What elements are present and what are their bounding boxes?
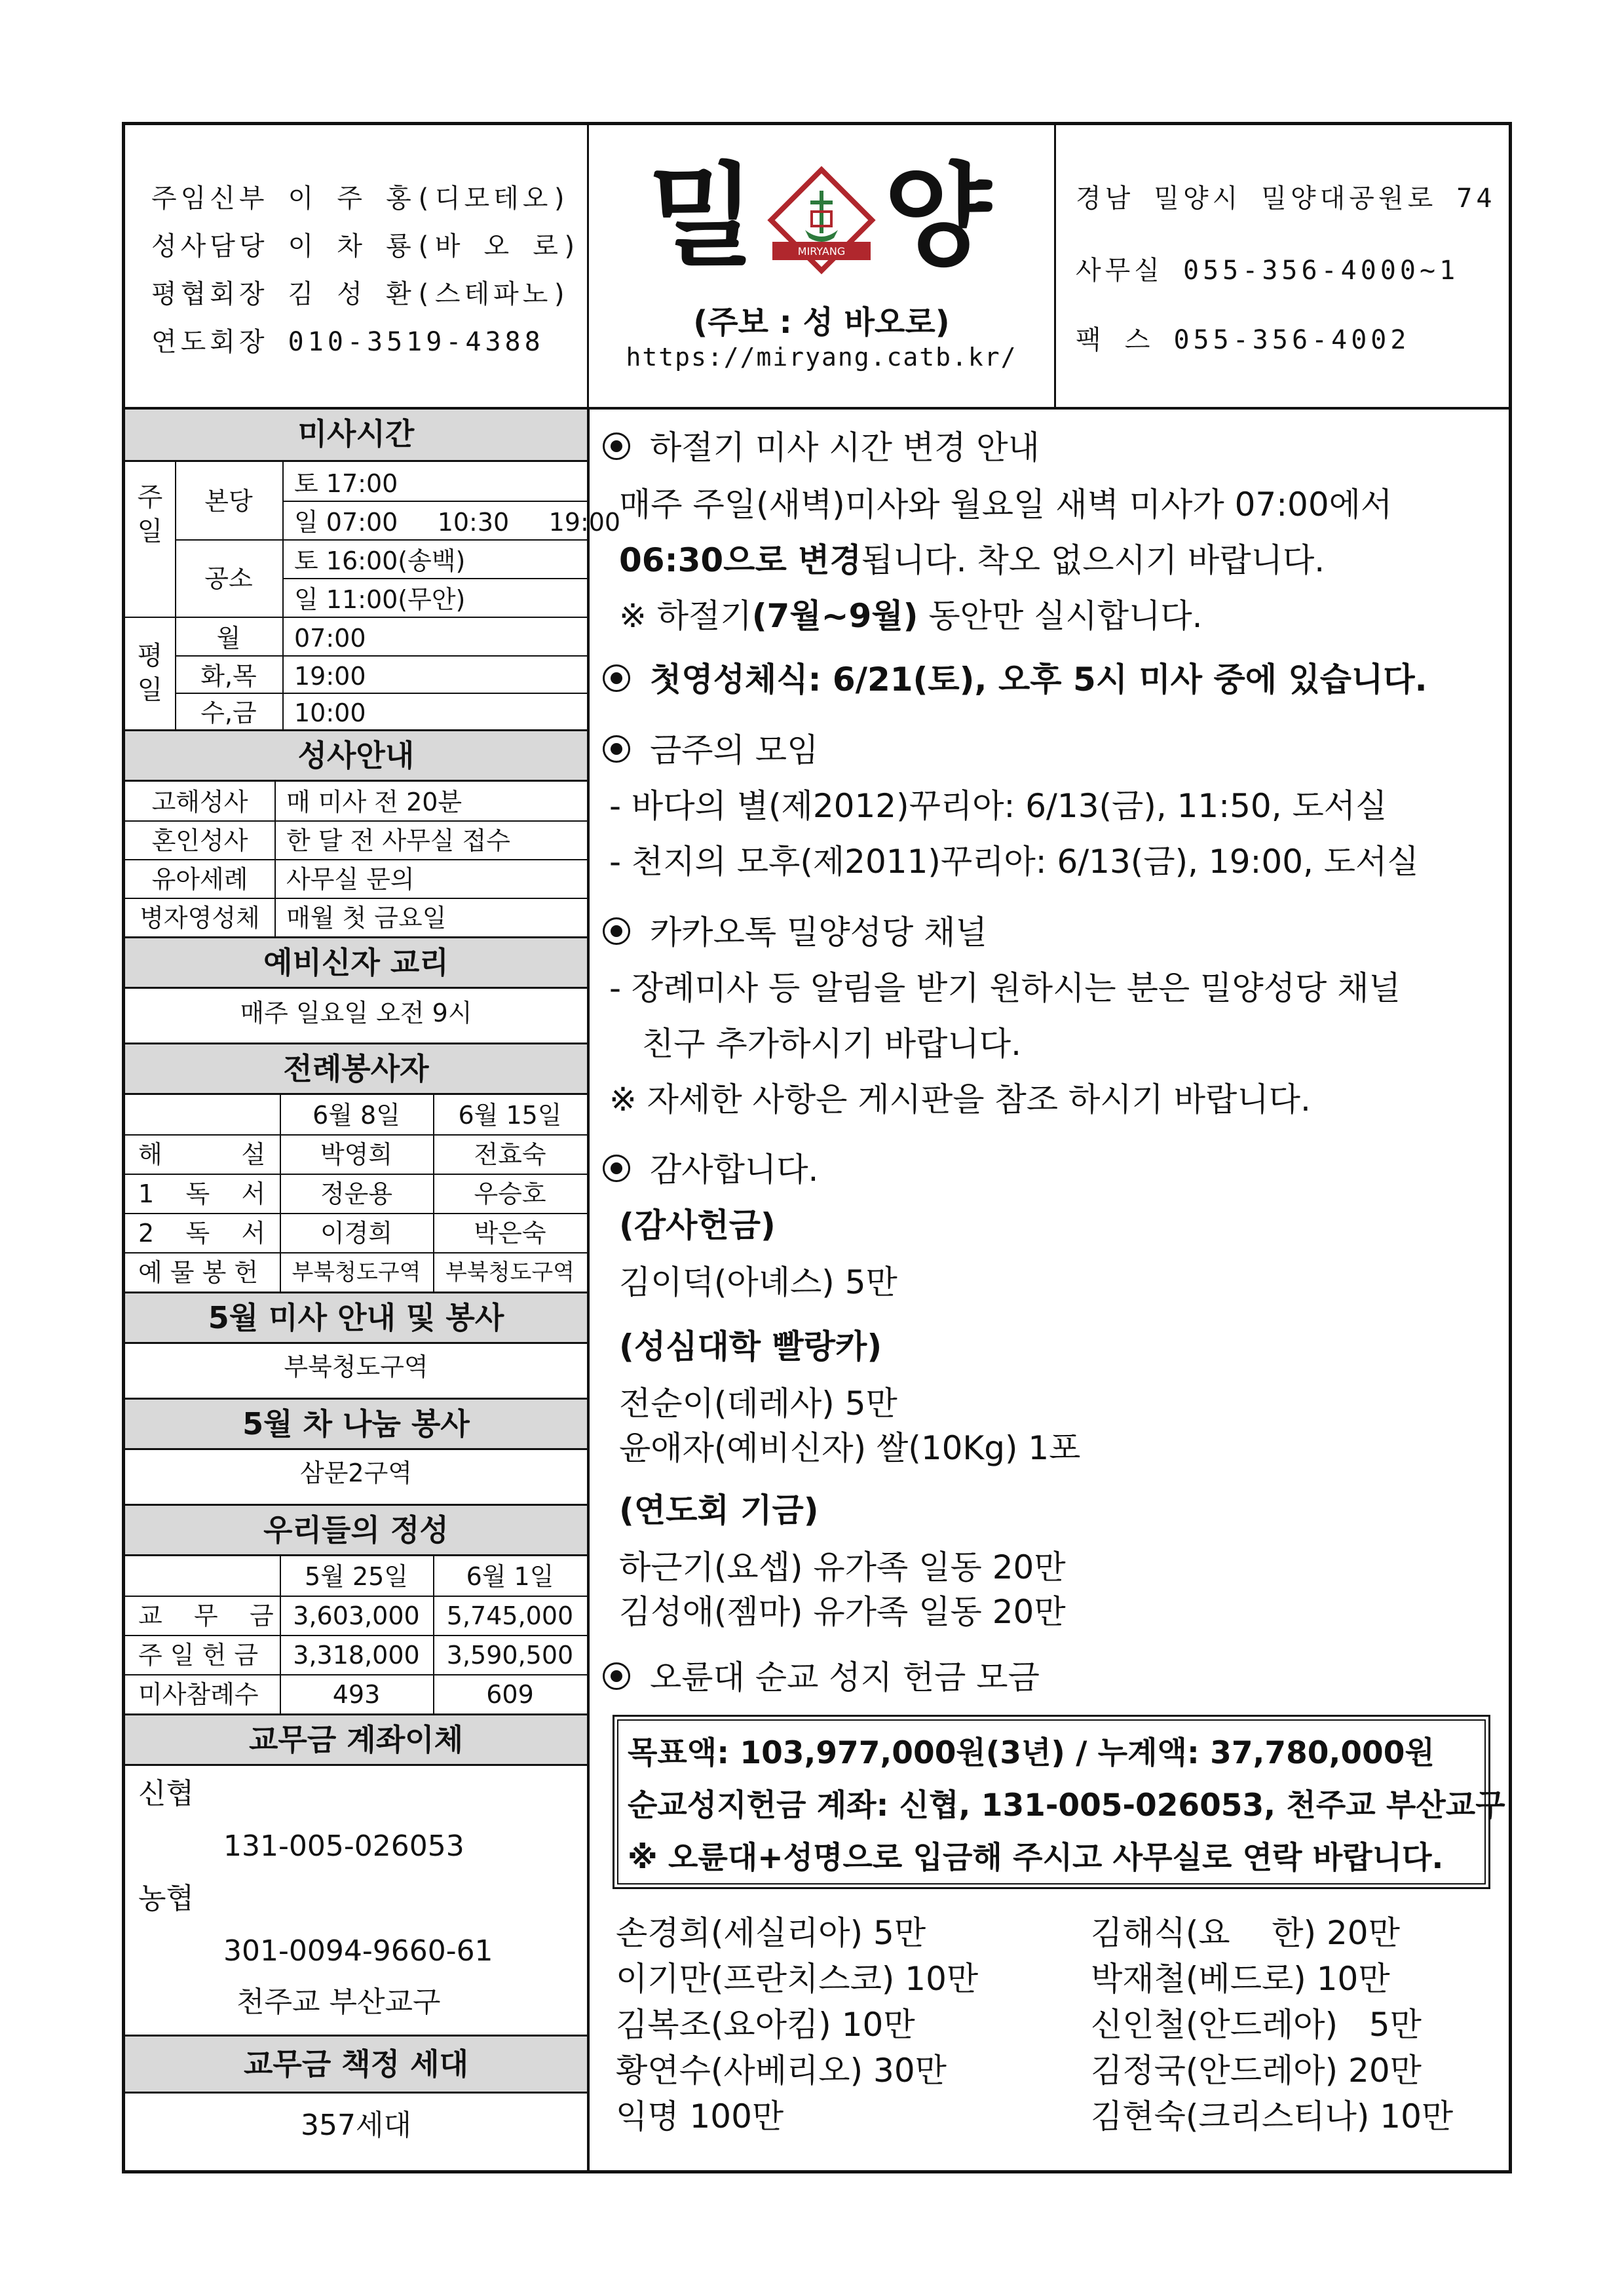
donor-entry: 신인철(안드레아) 5만 (1091, 2006, 1422, 2044)
main-sat-mass: 토 17:00 (294, 469, 398, 498)
main-sun-mass: 일 07:00 10:30 19:00 (294, 508, 621, 537)
gift-category: (감사헌금) (619, 1206, 776, 1244)
staff-line: 평협회장 김 성 환(스테파노) (151, 279, 572, 309)
account-number: 131-005-026053 (223, 1829, 464, 1863)
donor-entry: 김정국(안드레아) 20만 (1091, 2052, 1422, 2090)
notice-heading: 첫영성체식: 6/21(토), 오후 5시 미사 중에 있습니다. (603, 653, 1427, 700)
donor-entry: 박재철(베드로) 10만 (1091, 1960, 1390, 1998)
notice-text: - 바다의 별(제2012)꾸리아: 6/13(금), 11:50, 도서실 (609, 787, 1388, 825)
gift-category: (연도회 기금) (619, 1491, 819, 1529)
liturgy-date: 6월 15일 (458, 1101, 562, 1130)
staff-line: 연도회장 010-3519-4388 (151, 327, 544, 357)
bullet-icon (603, 917, 630, 945)
offering-value: 3,603,000 (293, 1601, 420, 1630)
notice-heading: 하절기 미사 시간 변경 안내 (603, 421, 1040, 469)
sacraments-heading: 성사안내 (125, 729, 587, 782)
weekday-label: 평일 (137, 641, 163, 705)
bullet-icon (603, 735, 630, 763)
liturgy-server: 전효숙 (474, 1140, 546, 1169)
liturgy-heading: 전례봉사자 (125, 1043, 587, 1095)
donor-entry: 황연수(사베리오) 30만 (616, 2052, 947, 2090)
main-notices (590, 410, 1509, 2170)
gift-entry: 김성애(젬마) 유가족 일동 20만 (619, 1593, 1066, 1631)
account-number: 301-0094-9660-61 (223, 1934, 493, 1968)
mass-times-heading: 미사시간 (125, 410, 587, 462)
tea-service-heading: 5월 차 나눔 봉사 (125, 1398, 587, 1450)
liturgy-role: 예 물 봉 헌 (138, 1258, 259, 1287)
bulletin-subtitle: (주보 : 성 바오로) (693, 304, 950, 341)
gift-entry: 윤애자(예비신자) 쌀(10Kg) 1포 (619, 1429, 1081, 1467)
donor-entry: 김현숙(크리스티나) 10만 (1091, 2097, 1454, 2135)
mission-sat-mass: 토 16:00(송백) (294, 546, 466, 575)
may-mass-group: 부북청도구역 (284, 1352, 428, 1381)
notice-text: - 장례미사 등 알림을 받기 원하시는 분은 밀양성당 채널 (609, 969, 1401, 1007)
donor-entry: 손경희(세실리아) 5만 (616, 1914, 926, 1952)
offering-label: 미사참례수 (138, 1680, 259, 1709)
logo-text: MIRYANG (797, 245, 846, 258)
staff-panel (125, 125, 589, 407)
sacrament-value: 한 달 전 사무실 접수 (286, 826, 510, 855)
liturgy-role: 2 독 서 (138, 1219, 266, 1248)
notice-text: - 천지의 모후(제2011)꾸리아: 6/13(금), 19:00, 도서실 (609, 843, 1419, 881)
households-count: 357세대 (301, 2109, 411, 2142)
offering-value: 3,318,000 (293, 1641, 420, 1670)
office-phone: 사무실 055-356-4000~1 (1076, 256, 1460, 286)
bullet-icon (603, 664, 630, 692)
offering-value: 3,590,500 (446, 1641, 574, 1670)
liturgy-server: 박은숙 (474, 1219, 546, 1248)
liturgy-server: 우승호 (474, 1179, 546, 1208)
liturgy-role: 1 독 서 (138, 1179, 266, 1208)
title-panel (589, 125, 1056, 407)
bullet-icon (603, 1662, 630, 1690)
offering-date: 6월 1일 (466, 1562, 554, 1591)
offering-label: 교 무 금 (138, 1601, 274, 1630)
gift-category: (성심대학 빨랑카) (619, 1328, 882, 1366)
fundraising-goal: 목표액: 103,977,000원(3년) / 누계액: 37,780,000원 (628, 1735, 1435, 1771)
notice-heading: 감사합니다. (603, 1143, 818, 1191)
sidebar (125, 410, 621, 2170)
sacrament-value: 매 미사 전 20분 (286, 788, 463, 816)
donor-entry: 이기만(프란치스코) 10만 (616, 1960, 979, 1998)
offering-label: 주 일 헌 금 (138, 1641, 259, 1670)
sacrament-value: 사무실 문의 (286, 865, 415, 894)
catechumen-schedule: 매주 일요일 오전 9시 (240, 999, 472, 1027)
weekday-time: 07:00 (294, 624, 366, 653)
bank-name: 농협 (138, 1882, 195, 1915)
may-mass-heading: 5월 미사 안내 및 봉사 (125, 1292, 587, 1344)
notice-text: ※ 자세한 사항은 게시판을 참조 하시기 바랍니다. (609, 1081, 1311, 1119)
notice-text: 친구 추가하시기 바랍니다. (642, 1025, 1021, 1063)
liturgy-server: 정운용 (320, 1179, 393, 1208)
address: 경남 밀양시 밀양대공원로 74 (1076, 183, 1496, 214)
liturgy-server: 박영희 (320, 1140, 393, 1169)
notice-text: ※ 하절기(7월~9월) 동안만 실시합니다. (619, 597, 1203, 635)
sacrament-value: 매월 첫 금요일 (286, 904, 447, 932)
contact-panel (1056, 125, 1509, 407)
weekday-day: 수,금 (200, 698, 257, 727)
sacrament-label: 혼인성사 (151, 826, 248, 855)
staff-line: 주임신부 이 주 홍(디모테오) (151, 183, 572, 214)
notice-text: 매주 주일(새벽)미사와 월요일 새벽 미사가 07:00에서 (619, 486, 1393, 524)
mission-label: 공소 (204, 564, 253, 593)
catechumen-heading: 예비신자 교리 (125, 936, 587, 989)
households-heading: 교무금 책정 세대 (125, 2035, 587, 2094)
sacrament-label: 유아세례 (151, 865, 248, 894)
notice-heading: 오륜대 순교 성지 헌금 모금 (603, 1651, 1040, 1698)
bullet-icon (603, 432, 630, 460)
staff-line: 성사담당 이 차 룡(바 오 로) (151, 231, 582, 261)
liturgy-server: 이경희 (320, 1219, 393, 1248)
donor-entry: 김해식(요 한) 20만 (1091, 1914, 1400, 1952)
offering-date: 5월 25일 (304, 1562, 409, 1591)
mission-sun-mass: 일 11:00(무안) (294, 585, 466, 614)
weekday-day: 화,목 (200, 662, 257, 691)
gift-entry: 김이덕(아녜스) 5만 (619, 1263, 897, 1301)
weekday-time: 10:00 (294, 698, 366, 727)
account-holder: 천주교 부산교구 (236, 1985, 441, 2019)
liturgy-server: 부북청도구역 (445, 1259, 575, 1286)
fundraising-note: ※ 오륜대+성명으로 입금해 주시고 사무실로 연락 바랍니다. (628, 1840, 1444, 1876)
fundraising-box (613, 1715, 1505, 1889)
parish-url[interactable]: https://miryang.catb.kr/ (626, 343, 1017, 372)
bullet-icon (603, 1155, 630, 1182)
offering-value: 609 (486, 1680, 534, 1709)
offering-value: 493 (332, 1680, 381, 1709)
weekday-time: 19:00 (294, 662, 366, 691)
parish-logo-icon (766, 164, 877, 276)
liturgy-server: 부북청도구역 (292, 1259, 421, 1286)
title-right: 양 (884, 152, 992, 282)
liturgy-date: 6월 8일 (312, 1101, 400, 1130)
sunday-label: 주일 (137, 482, 163, 546)
title-left: 밀 (648, 152, 756, 282)
weekday-day: 월 (216, 624, 241, 653)
transfer-heading: 교무금 계좌이체 (125, 1713, 587, 1766)
gift-entry: 하근기(요셉) 유가족 일동 20만 (619, 1548, 1066, 1586)
fax-number: 팩 스 055-356-4002 (1076, 325, 1410, 355)
notice-heading: 카카오톡 밀양성당 채널 (603, 906, 987, 953)
fundraising-account: 순교성지헌금 계좌: 신협, 131-005-026053, 천주교 부산교구 (628, 1788, 1505, 1824)
tea-service-group: 삼문2구역 (299, 1459, 412, 1487)
donor-entry: 김복조(요아킴) 10만 (616, 2006, 915, 2044)
offering-value: 5,745,000 (446, 1601, 574, 1630)
bank-name: 신협 (138, 1777, 195, 1810)
gift-entry: 전순이(데레사) 5만 (619, 1385, 897, 1423)
notice-text: 06:30으로 변경됩니다. 착오 없으시기 바랍니다. (619, 541, 1325, 579)
offering-heading: 우리들의 정성 (125, 1504, 587, 1556)
sacrament-label: 병자영성체 (140, 904, 260, 932)
header (125, 125, 1509, 410)
donor-entry: 익명 100만 (616, 2097, 784, 2135)
bulletin-page (122, 122, 1512, 2173)
main-church-label: 본당 (204, 487, 253, 516)
liturgy-role: 해 설 (138, 1140, 266, 1169)
notice-heading: 금주의 모임 (603, 724, 818, 771)
sacrament-label: 고해성사 (151, 788, 248, 816)
